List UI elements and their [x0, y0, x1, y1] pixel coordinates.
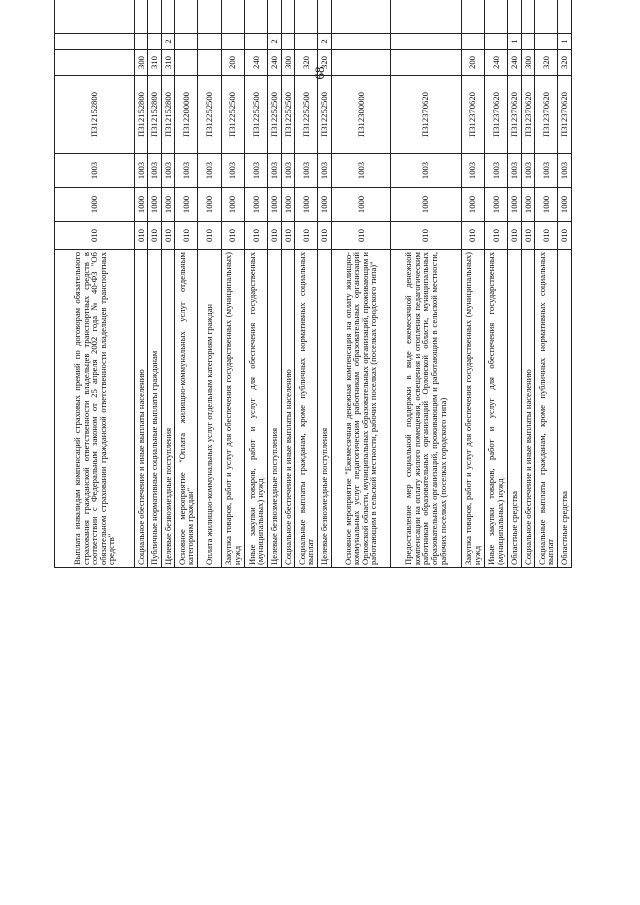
subsection-code: 1003 — [535, 154, 558, 188]
row-name: Закупка товаров, работ и услуг для обеспечения государственных (муниципальных) нужд — [461, 250, 484, 568]
subsection-code: 1003 — [134, 154, 147, 188]
table-row — [461, 0, 484, 568]
expense-type-code: 200 — [221, 50, 244, 76]
section-code: 1000 — [535, 188, 558, 222]
table-row — [295, 0, 318, 568]
funding-source-code — [535, 34, 558, 50]
target-article-code: П312370620 — [508, 76, 521, 154]
table-row — [331, 0, 390, 568]
section-code: 1000 — [318, 188, 331, 222]
row-name: Основное мероприятие "Оплата жилищно-коммунальных услуг отдельным категориям граждан" — [175, 250, 198, 568]
row-name: Публичные нормативные социальные выплаты гражданам — [148, 250, 161, 568]
admin-code: 010 — [521, 222, 534, 250]
subsection-code: 1003 — [281, 154, 294, 188]
table-row — [244, 0, 267, 568]
row-name: Предоставление мер социальной поддержки в виде ежемесячной денежной компенсации на оплату жилого помещения, освещения и отопления педагогическим работникам образовательных организаций Орловской области, муниципальных образовательных организаций, проживающим и работающим в сельской местности, рабочих поселках (поселках городского типа) — [390, 250, 461, 568]
table-row — [281, 0, 294, 568]
expense-type-code: 240 — [244, 50, 267, 76]
row-name: Социальные выплаты гражданам, кроме публичных нормативных социальных выплат — [295, 250, 318, 568]
row-name: Областные средства — [508, 250, 521, 568]
table-row — [134, 0, 147, 568]
funding-source-code — [175, 34, 198, 50]
target-article-code: П312252500 — [268, 76, 281, 154]
amount-year-1 — [55, 0, 135, 34]
table-row — [198, 0, 221, 568]
admin-code: 010 — [221, 222, 244, 250]
funding-source-code — [148, 34, 161, 50]
table-row — [175, 0, 198, 568]
funding-source-code — [198, 34, 221, 50]
subsection-code: 1003 — [221, 154, 244, 188]
expense-type-code: 320 — [318, 50, 331, 76]
row-name: Социальное обеспечение и иные выплаты населению — [134, 250, 147, 568]
amount-year-1 — [198, 0, 221, 34]
section-code: 1000 — [461, 188, 484, 222]
funding-source-code: 1 — [558, 34, 572, 50]
table-row — [55, 0, 135, 568]
admin-code: 010 — [161, 222, 174, 250]
admin-code: 010 — [318, 222, 331, 250]
expense-type-code: 240 — [508, 50, 521, 76]
target-article-code: П312252500 — [318, 76, 331, 154]
expense-type-code — [331, 50, 390, 76]
table-row — [558, 0, 572, 568]
section-code: 1000 — [484, 188, 507, 222]
expense-type-code — [198, 50, 221, 76]
amount-year-1 — [558, 0, 572, 34]
subsection-code: 1003 — [198, 154, 221, 188]
amount-year-1 — [331, 0, 390, 34]
subsection-code: 1003 — [390, 154, 461, 188]
funding-source-code — [55, 34, 135, 50]
subsection-code: 1003 — [175, 154, 198, 188]
expense-type-code: 300 — [521, 50, 534, 76]
amount-year-1 — [281, 0, 294, 34]
admin-code: 010 — [268, 222, 281, 250]
admin-code: 010 — [390, 222, 461, 250]
target-article-code: П312370620 — [535, 76, 558, 154]
row-name: Областные средства — [558, 250, 572, 568]
expense-type-code: 300 — [281, 50, 294, 76]
subsection-code: 1003 — [148, 154, 161, 188]
target-article-code: П312300000 — [331, 76, 390, 154]
amount-year-1 — [161, 0, 174, 34]
table-row — [390, 0, 461, 568]
row-name: Целевые безвозмездные поступления — [268, 250, 281, 568]
funding-source-code — [221, 34, 244, 50]
amount-year-1 — [508, 0, 521, 34]
target-article-code: П312252500 — [198, 76, 221, 154]
funding-source-code: 2 — [318, 34, 331, 50]
funding-source-code — [484, 34, 507, 50]
funding-source-code: 2 — [161, 34, 174, 50]
expense-type-code — [390, 50, 461, 76]
subsection-code: 1003 — [161, 154, 174, 188]
table-row — [161, 0, 174, 568]
row-name: Иные закупки товаров, работ и услуг для обеспечения государственных (муниципальных) нужд — [244, 250, 267, 568]
admin-code: 010 — [331, 222, 390, 250]
funding-source-code — [244, 34, 267, 50]
section-code: 1000 — [55, 188, 135, 222]
target-article-code: П312252500 — [281, 76, 294, 154]
admin-code: 010 — [535, 222, 558, 250]
section-code: 1000 — [390, 188, 461, 222]
subsection-code: 1003 — [508, 154, 521, 188]
budget-table — [54, 0, 572, 568]
amount-year-1 — [268, 0, 281, 34]
section-code: 1000 — [161, 188, 174, 222]
subsection-code: 1003 — [244, 154, 267, 188]
table-row — [148, 0, 161, 568]
funding-source-code — [461, 34, 484, 50]
admin-code: 010 — [244, 222, 267, 250]
amount-year-1 — [148, 0, 161, 34]
row-name: Оплата жилищно-коммунальных услуг отдельным категориям граждан — [198, 250, 221, 568]
admin-code: 010 — [295, 222, 318, 250]
target-article-code: П312252500 — [221, 76, 244, 154]
row-name: Социальное обеспечение и иные выплаты населению — [281, 250, 294, 568]
funding-source-code — [295, 34, 318, 50]
expense-type-code: 320 — [558, 50, 572, 76]
amount-year-1 — [461, 0, 484, 34]
amount-year-1 — [134, 0, 147, 34]
table-row — [268, 0, 281, 568]
section-code: 1000 — [268, 188, 281, 222]
row-name: Целевые безвозмездные поступления — [161, 250, 174, 568]
subsection-code: 1003 — [318, 154, 331, 188]
target-article-code: П312152800 — [55, 76, 135, 154]
table-row — [521, 0, 534, 568]
target-article-code: П312370620 — [521, 76, 534, 154]
admin-code: 010 — [175, 222, 198, 250]
subsection-code: 1003 — [521, 154, 534, 188]
row-name: Основное мероприятие "Ежемесячная денежная компенсация на оплату жилищно-коммунальных услуг педагогическим работникам образовательных организаций Орловской области, муниципальных образовательных организаций, проживающим и работающим в сельской местности, рабочих поселках (поселках городского типа)" — [331, 250, 390, 568]
target-article-code: П312252500 — [295, 76, 318, 154]
section-code: 1000 — [221, 188, 244, 222]
target-article-code: П312152800 — [134, 76, 147, 154]
target-article-code: П312252500 — [244, 76, 267, 154]
row-name: Закупка товаров, работ и услуг для обеспечения государственных (муниципальных) нужд — [221, 250, 244, 568]
section-code: 1000 — [508, 188, 521, 222]
admin-code: 010 — [55, 222, 135, 250]
row-name: Целевые безвозмездные поступления — [318, 250, 331, 568]
target-article-code: П312370620 — [558, 76, 572, 154]
row-name: Социальное обеспечение и иные выплаты населению — [521, 250, 534, 568]
table-row — [508, 0, 521, 568]
amount-year-1 — [535, 0, 558, 34]
amount-year-1 — [295, 0, 318, 34]
amount-year-1 — [390, 0, 461, 34]
subsection-code: 1003 — [55, 154, 135, 188]
subsection-code: 1003 — [268, 154, 281, 188]
section-code: 1000 — [331, 188, 390, 222]
amount-year-1 — [175, 0, 198, 34]
rotated-table-container — [54, 39, 572, 874]
funding-source-code — [281, 34, 294, 50]
admin-code: 010 — [198, 222, 221, 250]
subsection-code: 1003 — [461, 154, 484, 188]
funding-source-code — [521, 34, 534, 50]
expense-type-code: 320 — [295, 50, 318, 76]
table-row — [484, 0, 507, 568]
page-number: 68 — [312, 66, 327, 80]
admin-code: 010 — [558, 222, 572, 250]
table-row — [221, 0, 244, 568]
amount-year-1 — [244, 0, 267, 34]
funding-source-code — [134, 34, 147, 50]
expense-type-code — [175, 50, 198, 76]
expense-type-code: 240 — [268, 50, 281, 76]
target-article-code: П312152800 — [148, 76, 161, 154]
funding-source-code: 1 — [508, 34, 521, 50]
amount-year-1 — [484, 0, 507, 34]
admin-code: 010 — [508, 222, 521, 250]
section-code: 1000 — [175, 188, 198, 222]
admin-code: 010 — [461, 222, 484, 250]
amount-year-1 — [221, 0, 244, 34]
row-name: Иные закупки товаров, работ и услуг для обеспечения государственных (муниципальных) нужд — [484, 250, 507, 568]
section-code: 1000 — [148, 188, 161, 222]
expense-type-code: 320 — [535, 50, 558, 76]
subsection-code: 1003 — [295, 154, 318, 188]
row-name: Социальные выплаты гражданам, кроме публичных нормативных социальных выплат — [535, 250, 558, 568]
target-article-code: П312370620 — [390, 76, 461, 154]
subsection-code: 1003 — [331, 154, 390, 188]
target-article-code: П312370620 — [461, 76, 484, 154]
funding-source-code — [331, 34, 390, 50]
amount-year-1 — [521, 0, 534, 34]
expense-type-code: 200 — [461, 50, 484, 76]
admin-code: 010 — [281, 222, 294, 250]
table-row — [535, 0, 558, 568]
section-code: 1000 — [281, 188, 294, 222]
table-row — [318, 0, 331, 568]
expense-type-code: 240 — [484, 50, 507, 76]
admin-code: 010 — [134, 222, 147, 250]
section-code: 1000 — [521, 188, 534, 222]
expense-type-code: 300 — [134, 50, 147, 76]
expense-type-code: 310 — [148, 50, 161, 76]
funding-source-code — [390, 34, 461, 50]
section-code: 1000 — [558, 188, 572, 222]
expense-type-code — [55, 50, 135, 76]
funding-source-code: 2 — [268, 34, 281, 50]
admin-code: 010 — [148, 222, 161, 250]
admin-code: 010 — [484, 222, 507, 250]
section-code: 1000 — [198, 188, 221, 222]
expense-type-code: 310 — [161, 50, 174, 76]
target-article-code: П312200000 — [175, 76, 198, 154]
target-article-code: П312152800 — [161, 76, 174, 154]
amount-year-1 — [318, 0, 331, 34]
section-code: 1000 — [295, 188, 318, 222]
subsection-code: 1003 — [484, 154, 507, 188]
subsection-code: 1003 — [558, 154, 572, 188]
section-code: 1000 — [244, 188, 267, 222]
section-code: 1000 — [134, 188, 147, 222]
target-article-code: П312370620 — [484, 76, 507, 154]
row-name: Выплата инвалидам компенсаций страховых премий по договорам обязательного страхования гражданской ответственности владельцев транспортных средств в соответствии с Федеральным законом от 25 апреля 2002 года № 40-ФЗ "Об обязательном страховании гражданской ответственности владельцев транспортных средств" — [55, 250, 135, 568]
